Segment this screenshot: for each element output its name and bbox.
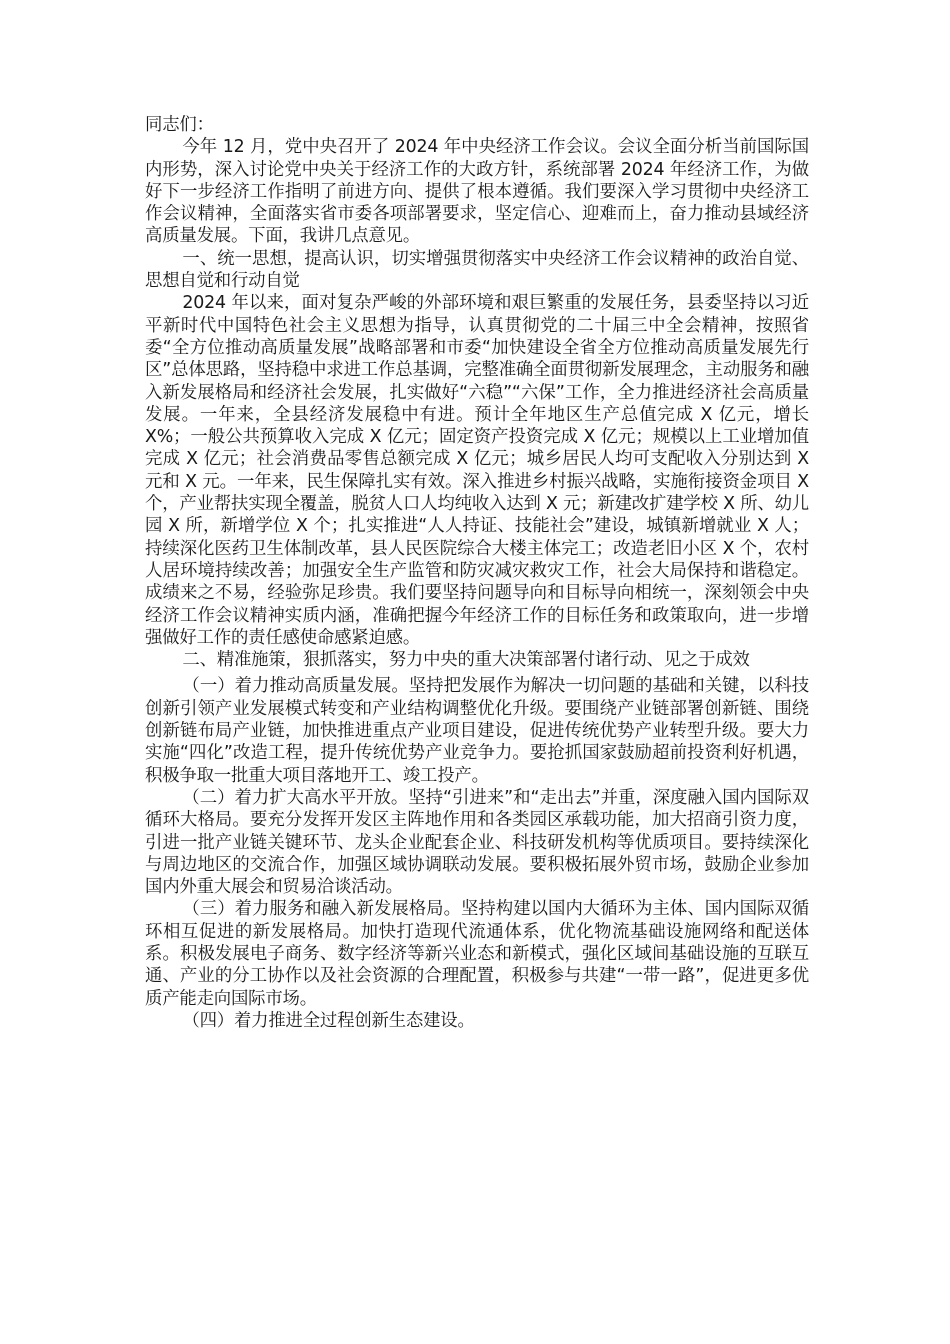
subsection-3: （三）着力服务和融入新发展格局。坚持构建以国内大循环为主体、国内国际双循环相互促进的新发展格局。加快打造现代流通体系，优化物流基础设施网络和配送体系。积极发展电子商务、数字经济等新兴业态和新模式，强化区域间基础设施的互联互通、产业的分工协作以及社会资源的合理配置，积极参与共建“一带一路”，促进更多优质产能走向国际市场。 (145, 899, 809, 1009)
document-page (145, 114, 809, 1032)
subsection-2: （二）着力扩大高水平开放。坚持“引进来”和“走出去”并重，深度融入国内国际双循环大格局。要充分发挥开发区主阵地作用和各类园区承载功能，加大招商引资力度，引进一批产业链关键环节、龙头企业配套企业、科技研发机构等优质项目。要持续深化与周边地区的交流合作，加强区域协调联动发展。要积极拓展外贸市场，鼓励企业参加国内外重大展会和贸易洽谈活动。 (145, 787, 809, 898)
body-paragraph: 2024 年以来，面对复杂严峻的外部环境和艰巨繁重的发展任务，县委坚持以习近平新时代中国特色社会主义思想为指导，认真贯彻党的二十届三中全会精神，按照省委“全方位推动高质量发展”战略部署和市委“加快建设全省全方位推动高质量发展先行区”总体思路，坚持稳中求进工作总基调，完整准确全面贯彻新发展理念，主动服务和融入新发展格局和经济社会发展，扎实做好“六稳”“六保”工作，全力推进经济社会高质量发展。一年来，全县经济发展稳中有进。预计全年地区生产总值完成 X 亿元，增长 X%；一般公共预算收入完成 X 亿元；固定资产投资完成 X 亿元；规模以上工业增加值完成 X 亿元；社会消费品零售总额完成 X 亿元；城乡居民人均可支配收入分别达到 X 元和 X 元。一年来，民生保障扎实有效。深入推进乡村振兴战略，实施衔接资金项目 X 个，产业帮扶实现全覆盖，脱贫人口人均纯收入达到 X 元；新建改扩建学校 X 所、幼儿园 X 所，新增学位 X 个；扎实推进“人人持证、技能社会”建设，城镇新增就业 X 人；持续深化医药卫生体制改革，县人民医院综合大楼主体完工；改造老旧小区 X 个，农村人居环境持续改善；加强安全生产监管和防灾减灾救灾工作，社会大局保持和谐稳定。成绩来之不易，经验弥足珍贵。我们要坚持问题导向和目标导向相统一，深刻领会中央经济工作会议精神实质内涵，准确把握今年经济工作的目标任务和政策取向，进一步增强做好工作的责任感使命感紧迫感。 (145, 293, 809, 648)
section-heading-2: 二、精准施策，狠抓落实，努力中央的重大决策部署付诸行动、见之于成效 (182, 650, 750, 671)
salutation: 同志们： (145, 115, 214, 135)
intro-paragraph: 今年 12 月，党中央召开了 2024 年中央经济工作会议。会议全面分析当前国际国内形势，深入讨论党中央关于经济工作的大政方针，系统部署 2024 年经济工作，为做好下一步经济工作指明了前进方向、提供了根本遵循。我们要深入学习贯彻中央经济工作会议精神，全面落实省市委各项部署要求，坚定信心、迎难而上，奋力推动县域经济高质量发展。下面，我讲几点意见。 (145, 137, 809, 247)
section-heading-1: 一、统一思想，提高认识，切实增强贯彻落实中央经济工作会议精神的政治自觉、思想自觉和行动自觉 (145, 248, 809, 292)
subsection-1: （一）着力推动高质量发展。坚持把发展作为解决一切问题的基础和关键，以科技创新引领产业发展模式转变和产业结构调整优化升级。要围绕产业链部署创新链、围绕创新链布局产业链，加快推进重点产业项目建设，促进传统优势产业转型升级。要大力实施“四化”改造工程，提升传统优势产业竞争力。要抢抓国家鼓励超前投资利好机遇，积极争取一批重大项目落地开工、竣工投产。 (145, 676, 809, 786)
subsection-4: （四）着力推进全过程创新生态建设。 (182, 1010, 475, 1031)
